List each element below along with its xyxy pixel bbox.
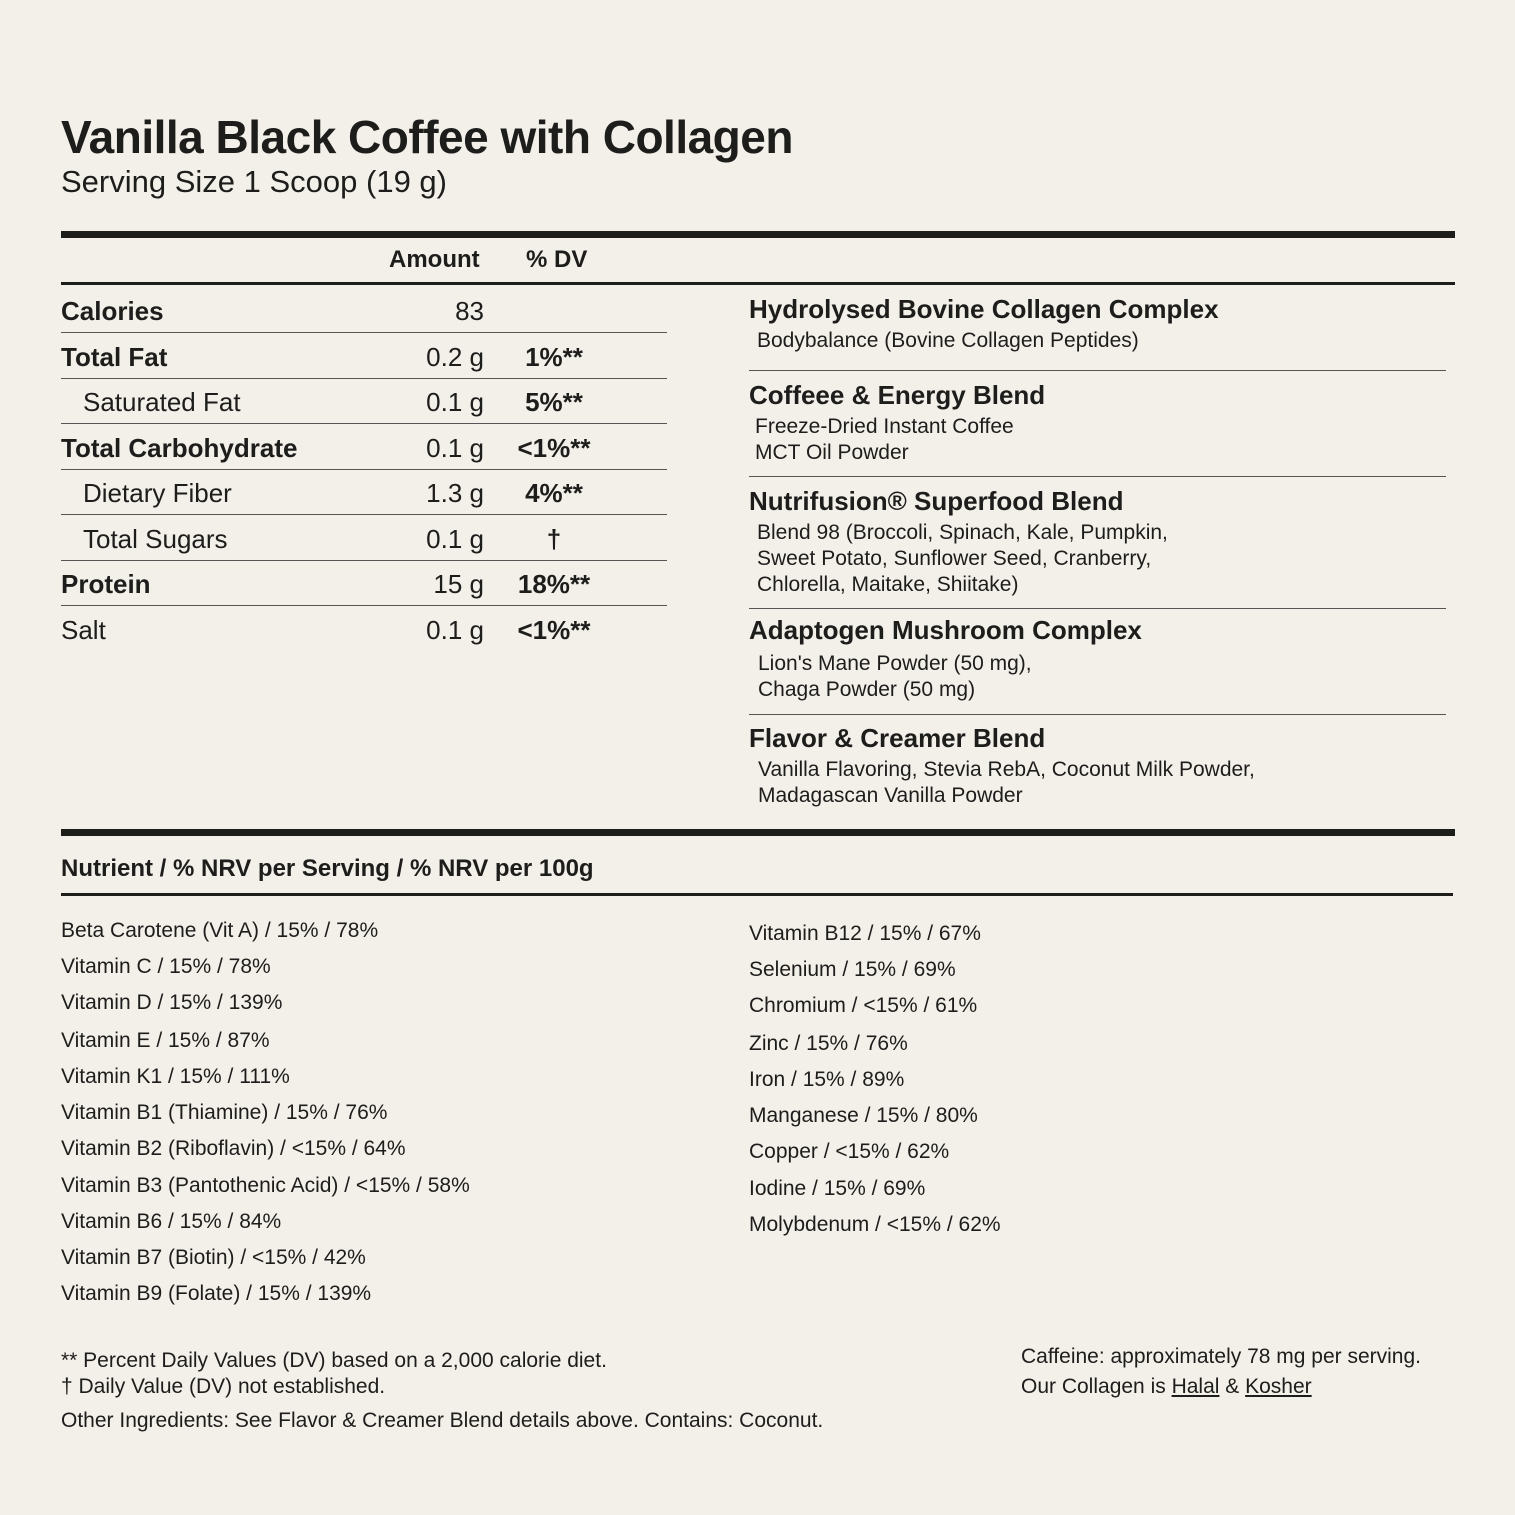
table-row	[61, 379, 667, 424]
blend-divider	[749, 714, 1446, 715]
row-dv: †	[546, 524, 562, 554]
list-item: Selenium / 15% / 69%	[749, 958, 956, 981]
row-amount: 0.1 g	[426, 615, 484, 645]
nrv-rule	[61, 893, 1453, 896]
row-divider	[61, 514, 667, 515]
top-rule	[61, 231, 1455, 238]
row-divider	[61, 423, 667, 424]
footnote-dv: ** Percent Daily Values (DV) based on a 2,000 calorie diet.	[61, 1349, 607, 1372]
row-dv: 5%**	[525, 387, 583, 417]
dv-header: % DV	[526, 246, 588, 273]
blend-line: Chlorella, Maitake, Shiitake)	[757, 573, 1019, 596]
row-dv: <1%**	[517, 433, 591, 463]
blend-line: Vanilla Flavoring, Stevia RebA, Coconut Milk Powder,	[758, 758, 1255, 781]
row-amount: 0.1 g	[426, 387, 484, 417]
table-row	[61, 470, 667, 515]
blend-title: Coffeee & Energy Blend	[749, 380, 1046, 410]
footnote-dagger: † Daily Value (DV) not established.	[61, 1375, 386, 1398]
list-item: Vitamin B7 (Biotin) / <15% / 42%	[61, 1246, 366, 1269]
amount-header: Amount	[389, 246, 480, 273]
certification-amp: &	[1219, 1375, 1246, 1398]
row-label: Calories	[61, 296, 164, 326]
list-item: Iodine / 15% / 69%	[749, 1177, 926, 1200]
list-item: Vitamin B3 (Pantothenic Acid) / <15% / 58%	[61, 1174, 470, 1197]
list-item: Zinc / 15% / 76%	[749, 1032, 908, 1055]
serving-size: Serving Size 1 Scoop (19 g)	[61, 164, 447, 199]
blend-line: Bodybalance (Bovine Collagen Peptides)	[757, 329, 1139, 352]
list-item: Vitamin B1 (Thiamine) / 15% / 76%	[61, 1101, 388, 1124]
blend-line: MCT Oil Powder	[755, 441, 909, 464]
list-item: Vitamin B12 / 15% / 67%	[749, 922, 981, 945]
table-row	[61, 607, 667, 652]
caffeine-note: Caffeine: approximately 78 mg per serving.	[1021, 1345, 1421, 1368]
product-title: Vanilla Black Coffee with Collagen	[61, 111, 793, 163]
row-dv: <1%**	[517, 615, 591, 645]
list-item: Vitamin B2 (Riboflavin) / <15% / 64%	[61, 1137, 406, 1160]
blend-title: Hydrolysed Bovine Collagen Complex	[749, 294, 1219, 324]
certification-prefix: Our Collagen is	[1021, 1375, 1172, 1398]
list-item: Vitamin B9 (Folate) / 15% / 139%	[61, 1282, 372, 1305]
blend-divider	[749, 370, 1446, 371]
blend-divider	[749, 476, 1446, 477]
nrv-header: Nutrient / % NRV per Serving / % NRV per 100g	[61, 855, 594, 882]
blend-line: Sweet Potato, Sunflower Seed, Cranberry,	[757, 547, 1152, 570]
row-label: Total Carbohydrate	[61, 433, 298, 463]
table-row	[61, 334, 667, 379]
halal-link[interactable]: Halal	[1171, 1375, 1220, 1398]
list-item: Molybdenum / <15% / 62%	[749, 1213, 1001, 1236]
table-row	[61, 288, 667, 333]
row-amount: 0.1 g	[426, 433, 484, 463]
other-ingredients: Other Ingredients: See Flavor & Creamer Blend details above. Contains: Coconut.	[61, 1409, 824, 1432]
blend-line: Freeze-Dried Instant Coffee	[755, 415, 1014, 438]
blend-superfood	[749, 486, 1168, 597]
row-dv: 18%**	[517, 569, 591, 599]
list-item: Vitamin C / 15% / 78%	[61, 955, 271, 978]
row-dv: 4%**	[525, 478, 583, 508]
blend-title: Flavor & Creamer Blend	[749, 723, 1046, 753]
blend-line: Chaga Powder (50 mg)	[758, 678, 976, 701]
row-amount: 1.3 g	[426, 478, 484, 508]
list-item: Chromium / <15% / 61%	[749, 994, 978, 1017]
list-item: Copper / <15% / 62%	[749, 1140, 950, 1163]
list-item: Vitamin B6 / 15% / 84%	[61, 1210, 282, 1233]
row-label: Salt	[61, 615, 106, 645]
blend-flavor	[749, 723, 1255, 808]
list-item: Vitamin E / 15% / 87%	[61, 1029, 270, 1052]
list-item: Beta Carotene (Vit A) / 15% / 78%	[61, 919, 379, 942]
blend-line: Lion's Mane Powder (50 mg),	[758, 652, 1032, 675]
blend-adaptogen	[749, 615, 1142, 702]
blend-title: Nutrifusion® Superfood Blend	[749, 486, 1124, 516]
row-amount: 0.1 g	[426, 524, 484, 554]
blend-line: Blend 98 (Broccoli, Spinach, Kale, Pumpkin,	[757, 521, 1168, 544]
row-dv: 1%**	[525, 342, 583, 372]
table-row	[61, 425, 667, 470]
row-label: Total Fat	[61, 342, 168, 372]
row-label: Protein	[61, 569, 151, 599]
row-label: Dietary Fiber	[83, 478, 232, 508]
header-rule	[61, 282, 1455, 285]
blend-divider	[749, 608, 1446, 609]
row-label: Saturated Fat	[83, 387, 241, 417]
list-item: Vitamin K1 / 15% / 111%	[61, 1065, 290, 1088]
row-amount: 83	[455, 296, 484, 326]
blend-title: Adaptogen Mushroom Complex	[749, 615, 1142, 645]
row-amount: 0.2 g	[426, 342, 484, 372]
list-item: Manganese / 15% / 80%	[749, 1104, 978, 1127]
kosher-link[interactable]: Kosher	[1245, 1375, 1312, 1398]
table-row	[61, 516, 667, 561]
row-divider	[61, 332, 667, 333]
table-row	[61, 561, 667, 606]
blend-collagen	[749, 294, 1219, 353]
mid-rule	[61, 829, 1455, 836]
row-divider	[61, 605, 667, 606]
blend-line: Madagascan Vanilla Powder	[758, 784, 1023, 807]
blend-coffee	[749, 380, 1045, 465]
certification-line	[1021, 1375, 1312, 1399]
list-item: Iron / 15% / 89%	[749, 1068, 905, 1091]
row-label: Total Sugars	[83, 524, 228, 554]
list-item: Vitamin D / 15% / 139%	[61, 991, 283, 1014]
row-amount: 15 g	[433, 569, 484, 599]
